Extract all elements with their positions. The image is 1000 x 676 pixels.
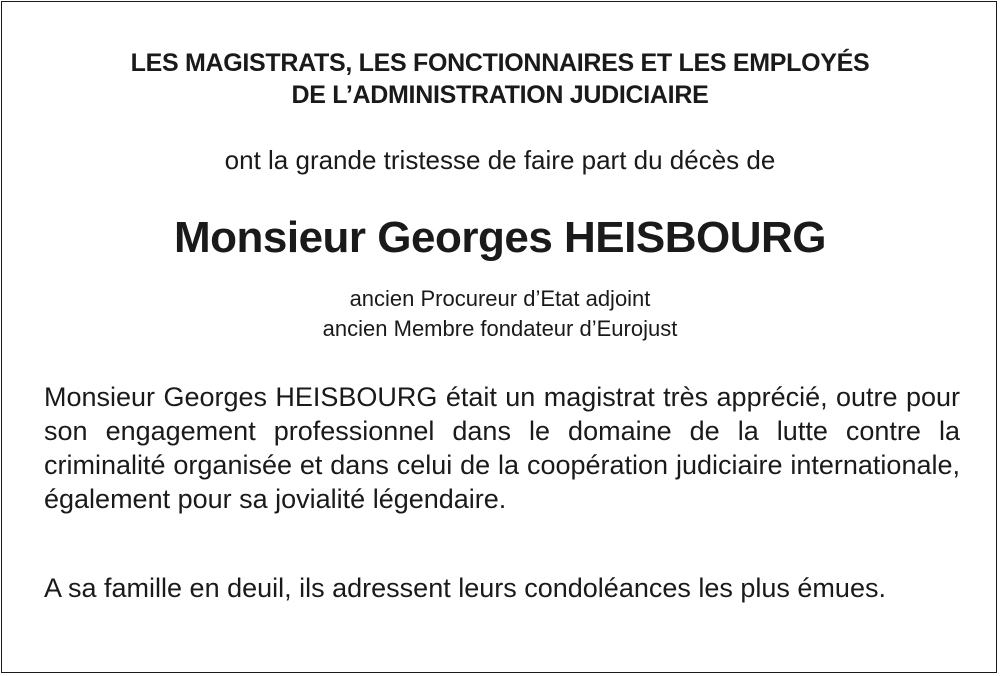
intro-text: ont la grande tristesse de faire part du décès de [224, 145, 776, 175]
notice-header [0, 47, 1000, 111]
header-line-1: LES MAGISTRATS, LES FONCTIONNAIRES ET LES EMPLOYÉS [130, 49, 870, 77]
tribute-paragraph: Monsieur Georges HEISBOURG était un magistrat très apprécié, outre pour son engagement professionnel dans le domaine de la lutte contre la criminalité organisée et dans celui de la coopération judiciaire internationale, également pour sa jovialité légendaire. [44, 382, 960, 514]
title-line-2: ancien Membre fondateur d’Eurojust [322, 316, 678, 341]
header-line-2: DE L’ADMINISTRATION JUDICIAIRE [291, 81, 709, 109]
deceased-titles [0, 284, 1000, 344]
title-line-1: ancien Procureur d’Etat adjoint [349, 286, 651, 311]
deceased-name: Monsieur Georges HEISBOURG [173, 213, 826, 262]
condolences-paragraph: A sa famille en deuil, ils adressent leurs condoléances les plus émues. [44, 573, 886, 603]
